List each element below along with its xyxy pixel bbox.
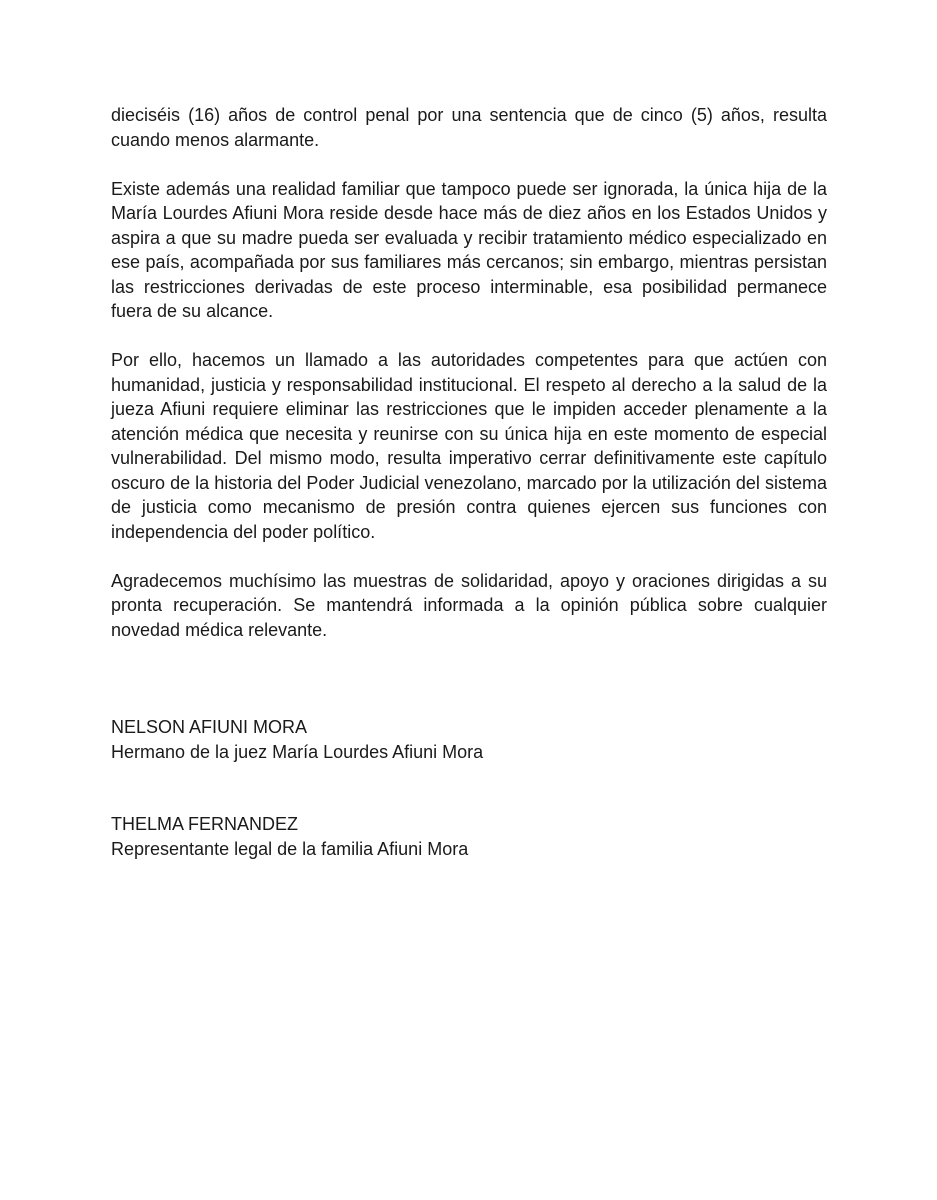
paragraph-agradecimiento: Agradecemos muchísimo las muestras de solidaridad, apoyo y oraciones dirigidas a su pronta recuperación. Se mantendrá informada a la opinión pública sobre cualquier novedad médica relevante.	[111, 570, 827, 640]
signature-block-nelson	[111, 715, 827, 764]
paragraph-realidad-familiar: Existe además una realidad familiar que tampoco puede ser ignorada, la única hija de la María Lourdes Afiuni Mora reside desde hace más de diez años en los Estados Unidos y aspira a que su madre pueda ser evaluada y recibir tratamiento médico especializado en ese país, acompañada por sus familiares más cercanos; sin embargo, mientras persistan las restricciones derivadas de este proceso interminable, esa posibilidad permanece fuera de su alcance.	[111, 178, 827, 321]
signatures	[111, 715, 827, 861]
signatory-role: Representante legal de la familia Afiuni Mora	[111, 838, 469, 859]
paragraph-llamado-autoridades: Por ello, hacemos un llamado a las autoridades competentes para que actúen con humanidad, justicia y responsabilidad institucional. El respeto al derecho a la salud de la jueza Afiuni requiere eliminar las restricciones que le impiden acceder plenamente a la atención médica que necesita y reunirse con su única hija en este momento de especial vulnerabilidad. Del mismo modo, resulta imperativo cerrar definitivamente este capítulo oscuro de la historia del Poder Judicial venezolano, marcado por la utilización del sistema de justicia como mecanismo de presión contra quienes ejercen sus funciones con independencia del poder político.	[111, 350, 827, 542]
signatory-name: THELMA FERNANDEZ	[111, 814, 299, 834]
signature-block-thelma	[111, 812, 827, 861]
signatory-name: NELSON AFIUNI MORA	[111, 717, 308, 737]
document-body	[111, 103, 827, 909]
signatory-role: Hermano de la juez María Lourdes Afiuni Mora	[111, 741, 484, 762]
paragraph-control-penal: dieciséis (16) años de control penal por una sentencia que de cinco (5) años, resulta cuando menos alarmante.	[111, 105, 827, 150]
